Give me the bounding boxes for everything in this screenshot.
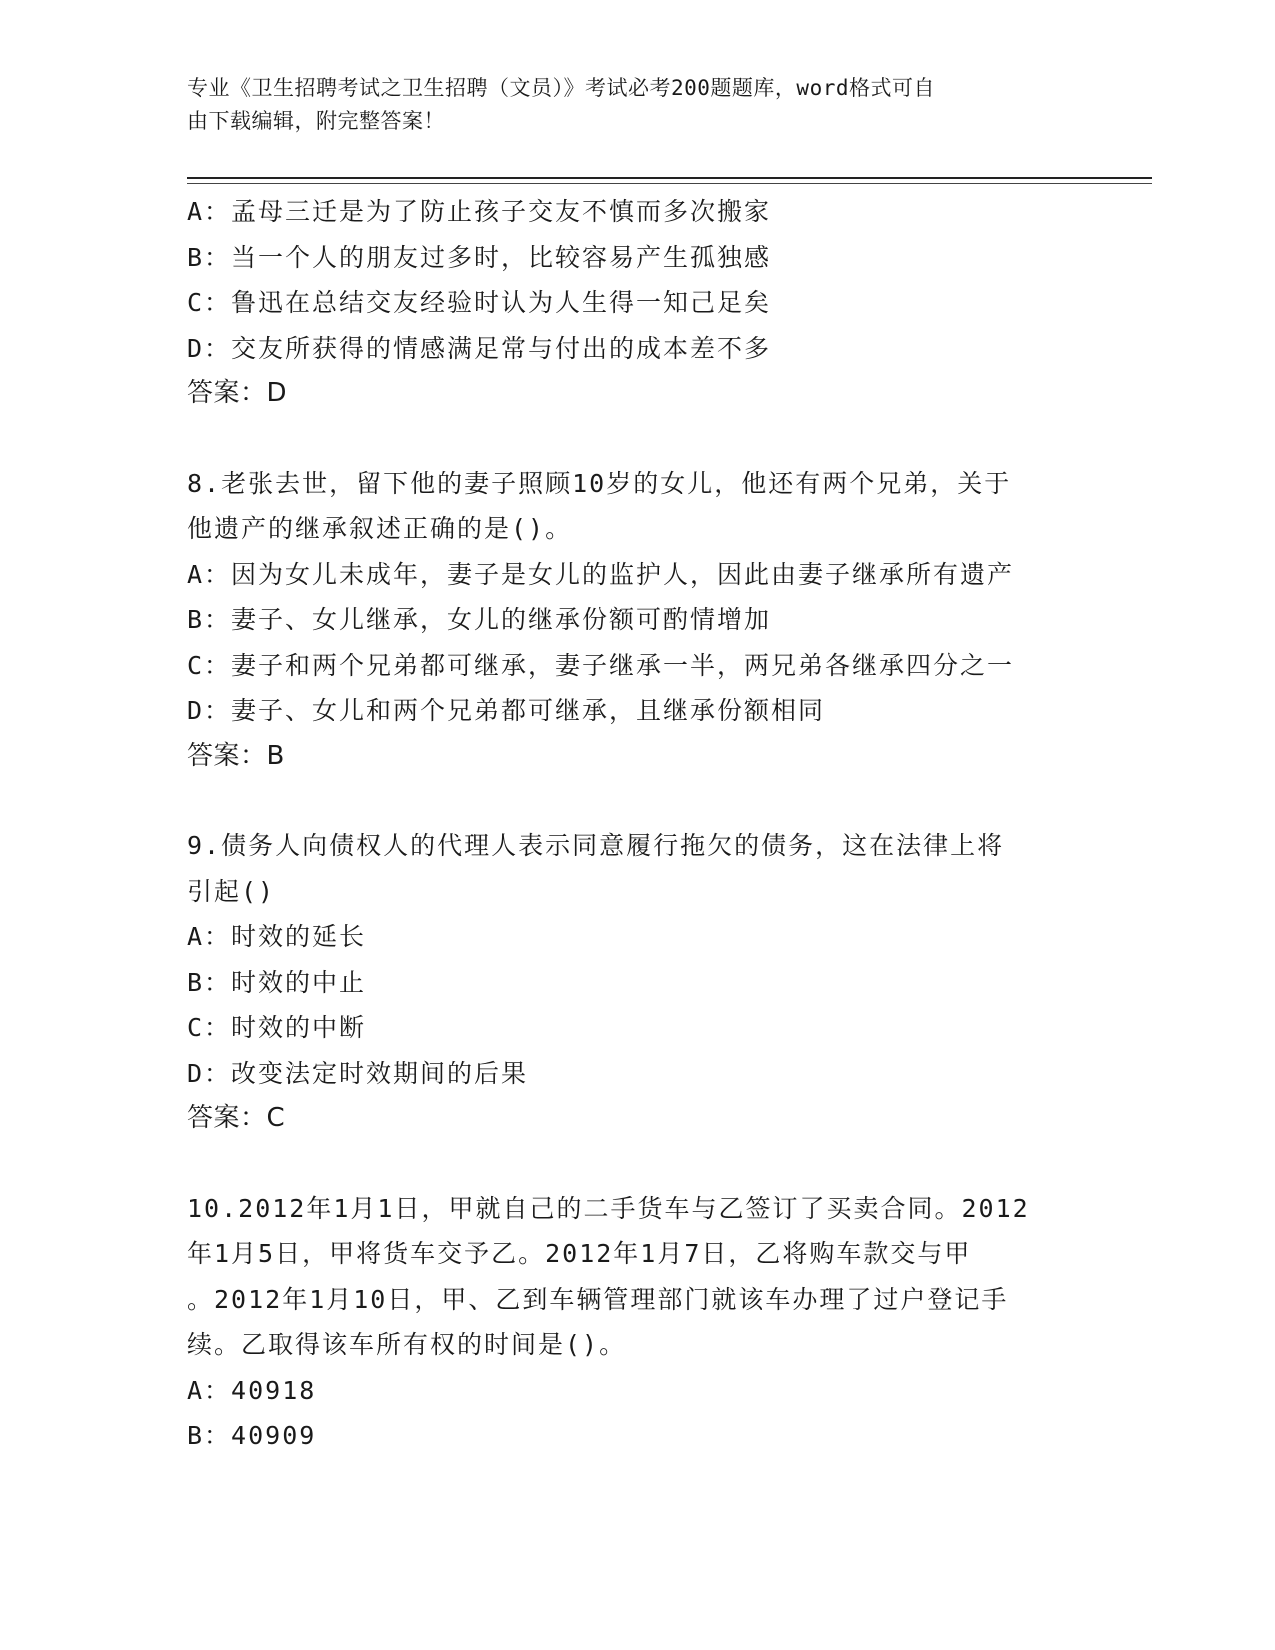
question-list [187,189,1087,1459]
spacer [187,417,1087,461]
question-stem-line: 续。乙取得该车所有权的时间是()。 [187,1330,627,1359]
question-7 [187,189,1087,417]
question-stem-line: 年1月5日，甲将货车交予乙。2012年1月7日，乙将购车款交与甲 [187,1239,972,1268]
option-d: D：妻子、女儿和两个兄弟都可继承，且继承份额相同 [187,696,826,725]
option-c: C：时效的中断 [187,1013,367,1042]
option-b: B：当一个人的朋友过多时，比较容易产生孤独感 [187,242,772,272]
option-b: B：时效的中止 [187,967,367,997]
question-stem-line: 引起() [187,876,276,906]
question-10 [187,1186,1087,1459]
header-line-1: 专业《卫生招聘考试之卫生招聘（文员）》考试必考200题题库，word格式可自 [187,76,935,100]
answer: 答案：D [187,378,288,408]
question-stem-line: 。2012年1月10日，甲、乙到车辆管理部门就该车办理了过户登记手 [187,1284,1009,1314]
question-stem-line: 9.债务人向债权人的代理人表示同意履行拖欠的债务，这在法律上将 [187,831,1005,860]
document-header [187,72,1067,138]
header-divider-thick [187,177,1152,179]
answer: 答案：B [187,740,285,771]
option-b: B：妻子、女儿继承，女儿的继承份额可酌情增加 [187,605,772,634]
question-stem-line: 8.老张去世，留下他的妻子照顾10岁的女儿，他还有两个兄弟，关于 [187,468,1012,498]
header-divider-thin [187,183,1152,184]
answer: 答案：C [187,1103,286,1133]
question-stem-line: 他遗产的继承叙述正确的是()。 [187,514,573,543]
option-d: D：改变法定时效期间的后果 [187,1058,529,1088]
question-8 [187,461,1087,780]
option-a: A：孟母三迁是为了防止孩子交友不慎而多次搬家 [187,197,772,226]
option-d: D：交友所获得的情感满足常与付出的成本差不多 [187,333,772,363]
option-a: A：时效的延长 [187,922,367,951]
option-a: A：40918 [187,1375,317,1405]
spacer [187,779,1087,823]
question-stem-line: 10.2012年1月1日，甲就自己的二手货车与乙签订了买卖合同。2012 [187,1193,1030,1223]
header-line-2: 由下载编辑，附完整答案！ [187,109,445,133]
question-9 [187,823,1087,1142]
option-c: C：鲁迅在总结交友经验时认为人生得一知己足矣 [187,288,772,317]
option-b: B：40909 [187,1421,317,1450]
option-a: A：因为女儿未成年，妻子是女儿的监护人，因此由妻子继承所有遗产 [187,559,1015,589]
option-c: C：妻子和两个兄弟都可继承，妻子继承一半，两兄弟各继承四分之一 [187,650,1015,680]
spacer [187,1142,1087,1186]
